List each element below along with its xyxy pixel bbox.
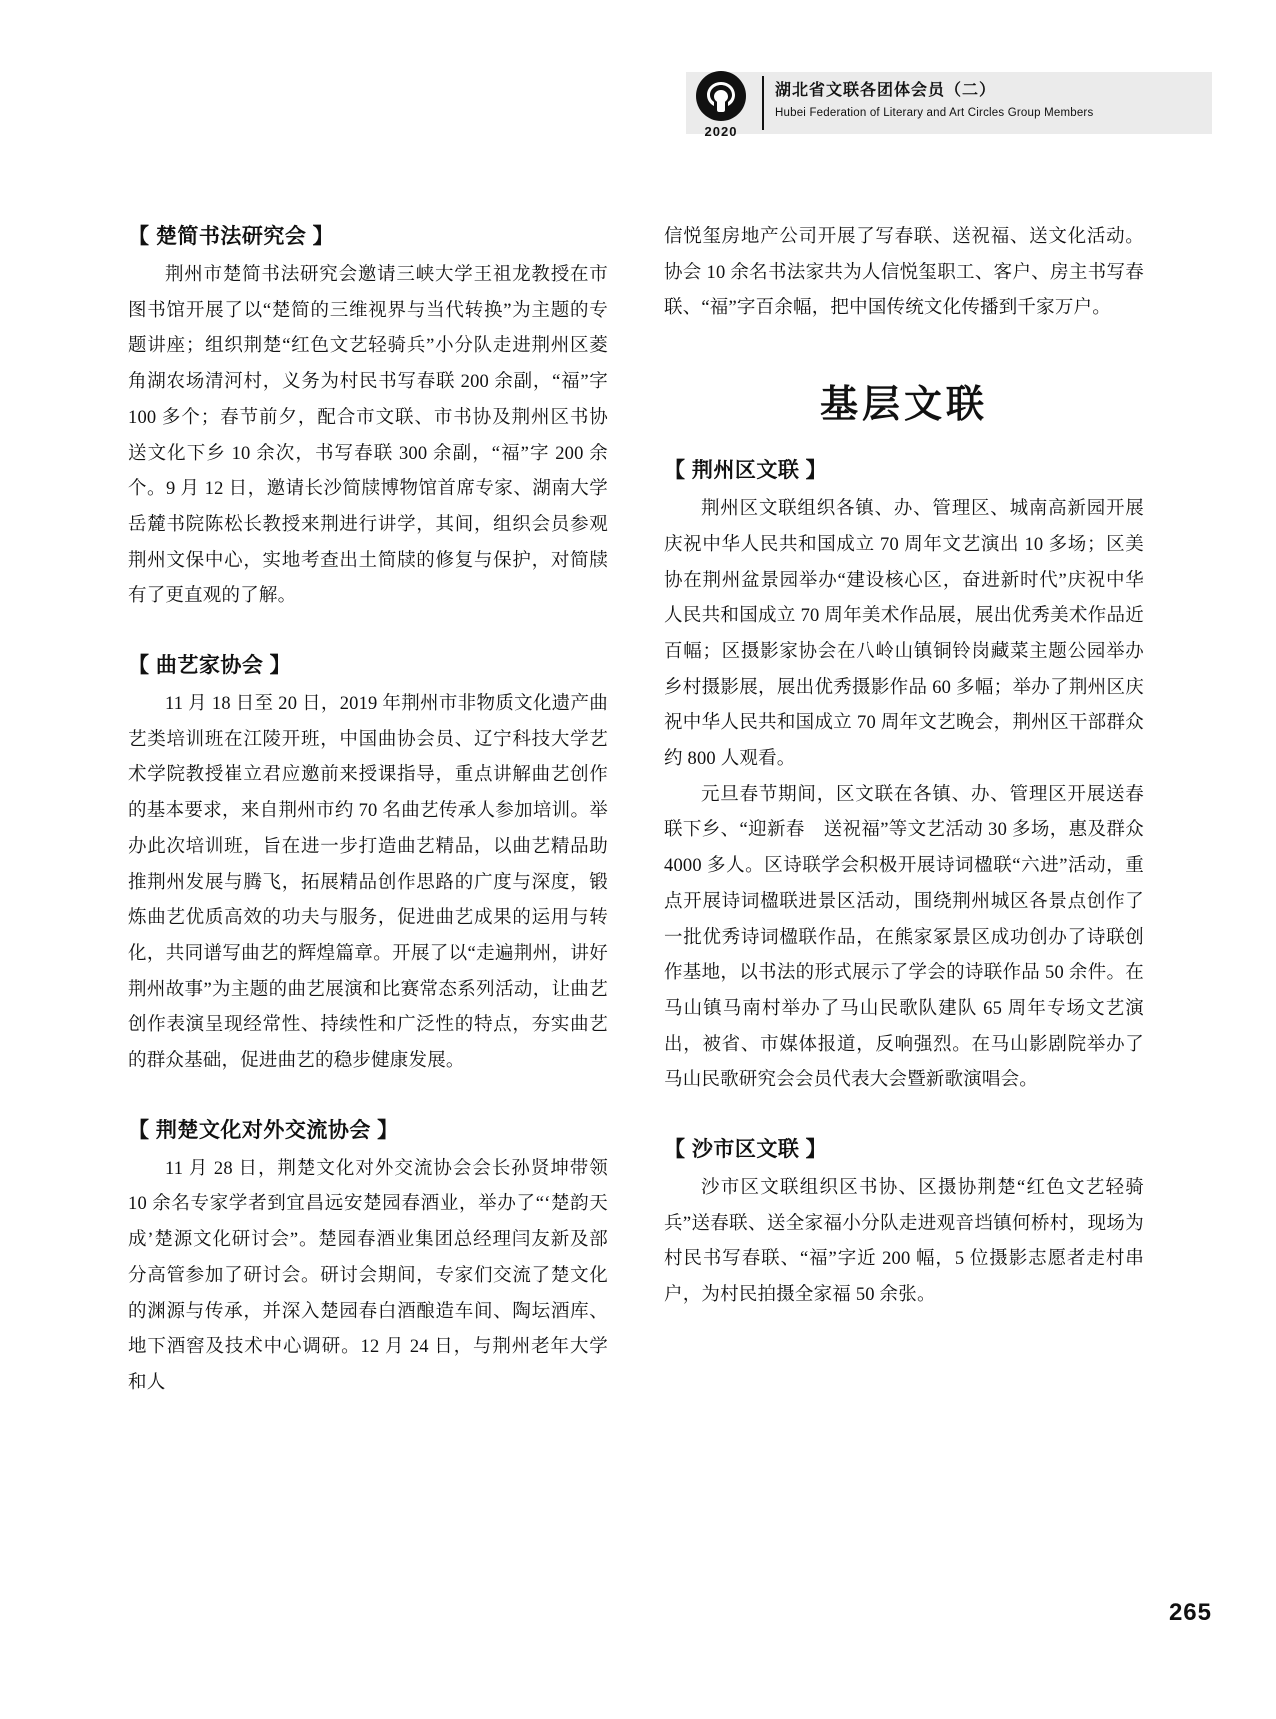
- section-paragraph-quyi-association: 11 月 18 日至 20 日，2019 年荆州市非物质文化遗产曲艺类培训班在江陵开班，中国曲协会员、辽宁科技大学艺术学院教授崔立君应邀前来授课指导，重点讲解曲艺创作的基本要求，来自荆州市约 70 名曲艺传承人参加培训。举办此次培训班，旨在进一步打造曲艺精品，以曲艺精品助推荆州发展与腾飞，拓展精品创作思路的广度与深度，锻炼曲艺优质高效的功夫与服务，促进曲艺成果的运用与转化，共同谱写曲艺的辉煌篇章。开展了以“走遍荆州，讲好荆州故事”为主题的曲艺展演和比赛常态系列活动，让曲艺创作表演呈现经常性、持续性和广泛性的特点，夯实曲艺的群众基础，促进曲艺的稳步健康发展。: [128, 694, 608, 1072]
- right-column: [664, 220, 1144, 1314]
- header-titles: [775, 80, 1205, 119]
- page-number: 265: [1168, 1599, 1212, 1626]
- header-title-en: Hubei Federation of Literary and Art Circles Group Members: [775, 107, 1094, 120]
- continued-paragraph: 信悦玺房地产公司开展了写春联、送祝福、送文化活动。协会 10 余名书法家共为人信悦玺职工、客户、房主书写春联、“福”字百余幅，把中国传统文化传播到千家万户。: [664, 227, 1144, 319]
- section-paragraph-jingzhou-district-2: 元旦春节期间，区文联在各镇、办、管理区开展送春联下乡、“迎新春 送祝福”等文艺活动 30 多场，惠及群众 4000 多人。区诗联学会积极开展诗词楹联“六进”活动，重点开展诗词楹联进景区活动，围绕荆州城区各景点创作了一批优秀诗词楹联作品，在熊家冢景区成功创办了诗联创作基地，以书法的形式展示了学会的诗联作品 50 余件。在马山镇马南村举办了马山民歌队建队 65 周年专场文艺演出，被省、市媒体报道，反响强烈。在马山影剧院举办了马山民歌研究会会员代表大会暨新歌演唱会。: [664, 784, 1144, 1091]
- section-paragraph-jingchu-exchange: 11 月 28 日，荆楚文化对外交流协会会长孙贤坤带领 10 余名专家学者到宜昌远安楚园春酒业，举办了“‘楚韵天成’楚源文化研讨会”。楚园春酒业集团总经理闫友新及部分高管参加了研讨会。研讨会期间，专家们交流了楚文化的渊源与传承，并深入楚园春白酒酿造车间、陶坛酒库、地下酒窖及技术中心调研。12 月 24 日，与荆州老年大学和人: [128, 1158, 608, 1393]
- header-divider: [762, 76, 764, 130]
- section-heading-quyi-association: 【 曲艺家协会 】: [128, 654, 292, 678]
- section-heading-shashi-district: 【 沙市区文联 】: [664, 1138, 828, 1162]
- section-heading-chujian-calligraphy: 【 楚简书法研究会 】: [128, 225, 335, 248]
- section-paragraph-shashi-district: 沙市区文联组织区书协、区摄协荆楚“红色文艺轻骑兵”送春联、送全家福小分队走进观音垱镇何桥村，现场为村民书写春联、“福”字近 200 幅，5 位摄影志愿者走村串户，为村民拍摄全家福 50 余张。: [664, 1178, 1144, 1306]
- section-paragraph-chujian-calligraphy: 荆州市楚简书法研究会邀请三峡大学王祖龙教授在市图书馆开展了以“楚简的三维视界与当代转换”为主题的专题讲座；组织荆楚“红色文艺轻骑兵”小分队走进荆州区菱角湖农场清河村，义务为村民书写春联 200 余副，“福”字 100 多个；春节前夕，配合市文联、市书协及荆州区书协送文化下乡 10 余次，书写春联 300 余副，“福”字 200 余个。9 月 12 日，邀请长沙简牍博物馆首席专家、湖南大学岳麓书院陈松长教授来荆进行讲学，其间，组织会员参观荆州文保中心，实地考查出土简牍的修复与保护，对简牍有了更直观的了解。: [128, 265, 608, 607]
- section-heading-jingchu-exchange: 【 荆楚文化对外交流协会 】: [128, 1118, 399, 1142]
- logo-mark-icon: [695, 70, 747, 122]
- header-title-cn: 湖北省文联各团体会员（二）: [775, 82, 997, 99]
- left-column: [128, 220, 608, 1402]
- chapter-title-grassroots-federation: 基层文联: [819, 384, 988, 427]
- federation-logo: [688, 70, 754, 144]
- section-heading-jingzhou-district: 【 荆州区文联 】: [664, 459, 828, 483]
- section-paragraph-jingzhou-district-1: 荆州区文联组织各镇、办、管理区、城南高新园开展庆祝中华人民共和国成立 70 周年文艺演出 10 多场；区美协在荆州盆景园举办“建设核心区，奋进新时代”庆祝中华人民共和国成立 70 周年美术作品展，展出优秀美术作品近百幅；区摄影家协会在八岭山镇铜铃岗藏菜主题公园举办乡村摄影展，展出优秀摄影作品 60 多幅；举办了荆州区庆祝中华人民共和国成立 70 周年文艺晚会，荆州区干部群众约 800 人观看。: [664, 499, 1144, 770]
- logo-year: 2020: [704, 124, 738, 139]
